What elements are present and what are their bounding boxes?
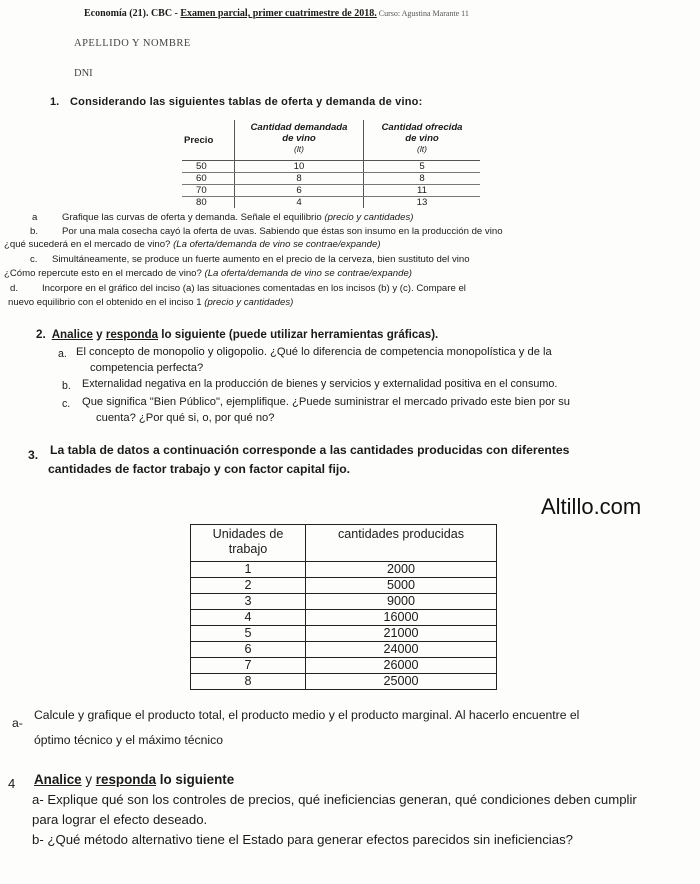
price-header: Precio xyxy=(182,120,235,161)
name-label: APELLIDO Y NOMBRE xyxy=(74,38,191,49)
q2-title-y: y xyxy=(92,328,106,341)
q1-item-b-text: Por una mala cosecha cayó la oferta de uvas. Sabiendo que éstas son insumo en la producción de vino xyxy=(62,226,503,237)
q1-item-b-italic: (La oferta/demanda de vino se contrae/expande) xyxy=(173,239,381,250)
q4-item-b-text: b- ¿Qué método alternativo tiene el Estado para generar efectos parecidos sin ineficiencias? xyxy=(32,832,573,847)
q2-title-rest: lo siguiente (puede utilizar herramientas gráficas). xyxy=(158,328,439,341)
quantity-header: cantidades producidas xyxy=(306,525,497,562)
labor-units-cell: 2 xyxy=(191,578,306,594)
table-header-row xyxy=(182,120,480,161)
quantity-cell: 25000 xyxy=(306,674,497,690)
price-cell: 60 xyxy=(182,173,235,185)
q3-item-a-text: Calcule y grafique el producto total, el producto medio y el producto marginal. Al hacerlo encuentre el xyxy=(34,708,580,722)
table-row xyxy=(182,197,480,209)
table-row xyxy=(191,578,497,594)
table-row xyxy=(182,185,480,197)
supply-header-l2: de vino xyxy=(405,133,439,144)
q3-item-a-letter: a- xyxy=(12,716,23,730)
q2-number: 2. xyxy=(36,328,46,341)
q1-item-d-cont-text: nuevo equilibrio con el obtenido en el inciso 1 xyxy=(8,297,205,308)
q1-item-b-cont xyxy=(4,239,381,250)
course-label: Curso: Agustina Marante 11 xyxy=(376,9,469,18)
q2-item-c-text: Que significa "Bien Público", ejemplifique. ¿Puede suministrar el mercado privado este bien por su xyxy=(82,396,571,408)
table-row xyxy=(191,594,497,610)
price-cell: 70 xyxy=(182,185,235,197)
exam-header xyxy=(84,8,469,19)
supply-header-l1: Cantidad ofrecida xyxy=(381,122,463,133)
q2-item-a-text: El concepto de monopolio y oligopolio. ¿Qué lo diferencia de competencia monopolística y de la xyxy=(76,346,552,358)
q4-title-responda: responda xyxy=(95,772,157,787)
table-row xyxy=(191,642,497,658)
q1-item-a-text: Grafique las curvas de oferta y demanda. Señale el equilibrio xyxy=(62,212,325,223)
supply-cell: 8 xyxy=(364,173,481,185)
labor-units-cell: 1 xyxy=(191,562,306,578)
demand-cell: 8 xyxy=(235,173,364,185)
q1-item-c-cont xyxy=(4,268,412,279)
table-row xyxy=(191,562,497,578)
q1-item-a-italic: (precio y cantidades) xyxy=(324,212,414,223)
q2-title-responda: responda xyxy=(105,328,159,341)
labor-units-cell: 5 xyxy=(191,626,306,642)
q1-item-d-italic: (precio y cantidades) xyxy=(204,297,294,308)
production-header-row xyxy=(191,525,497,562)
q1-item-c-cont-text: ¿Cómo repercute esto en el mercado de vino? xyxy=(4,268,205,279)
supply-demand-table xyxy=(182,120,480,208)
q4-item-a-text: a- Explique qué son los controles de precios, qué ineficiencias generan, qué condiciones deben cumplir xyxy=(32,792,637,807)
q1-item-a xyxy=(62,212,413,223)
labor-units-cell: 4 xyxy=(191,610,306,626)
table-row xyxy=(182,173,480,185)
q3-title-l1: La tabla de datos a continuación corresponde a las cantidades producidas con diferentes xyxy=(50,443,570,457)
production-table xyxy=(190,524,497,690)
dni-label: DNI xyxy=(74,68,93,79)
quantity-cell: 9000 xyxy=(306,594,497,610)
labor-units-cell: 6 xyxy=(191,642,306,658)
q2-item-b-letter: b. xyxy=(62,380,71,392)
supply-cell: 13 xyxy=(364,197,481,209)
labor-units-cell: 7 xyxy=(191,658,306,674)
q2-item-c-letter: c. xyxy=(62,398,71,410)
q1-item-c-letter: c. xyxy=(30,254,38,265)
labor-units-cell: 8 xyxy=(191,674,306,690)
q1-item-c-text: Simultáneamente, se produce un fuerte aumento en el precio de la cerveza, bien sustituto del vino xyxy=(52,254,470,265)
quantity-cell: 26000 xyxy=(306,658,497,674)
q1-item-b-cont-text: ¿qué sucederá en el mercado de vino? xyxy=(4,239,174,250)
labor-units-cell: 3 xyxy=(191,594,306,610)
q1-item-d-text: Incorpore en el gráfico del inciso (a) las situaciones comentadas en los incisos (b) y (c). Compare el xyxy=(42,283,466,294)
quantity-cell: 21000 xyxy=(306,626,497,642)
quantity-cell: 24000 xyxy=(306,642,497,658)
price-cell: 80 xyxy=(196,197,207,208)
quantity-cell: 5000 xyxy=(306,578,497,594)
q1-item-d-letter: d. xyxy=(10,283,19,294)
q4-title-analice: Analice xyxy=(34,772,82,787)
table-row xyxy=(191,610,497,626)
q4-title-y: y xyxy=(81,772,96,787)
demand-header-l1: Cantidad demandada xyxy=(250,122,348,133)
demand-unit: (lt) xyxy=(294,144,304,154)
supply-cell: 5 xyxy=(364,161,481,173)
exam-title: Examen parcial, primer cuatrimestre de 2018. xyxy=(180,8,377,19)
q2-item-b-text: Externalidad negativa en la producción de bienes y servicios y externalidad positiva en el consumo. xyxy=(82,378,558,390)
table-row xyxy=(191,626,497,642)
q1-title: Considerando las siguientes tablas de oferta y demanda de vino: xyxy=(70,96,423,108)
q3-title-l2: cantidades de factor trabajo y con factor capital fijo. xyxy=(48,462,351,476)
quantity-cell: 16000 xyxy=(306,610,497,626)
subject-label: Economía (21). CBC - xyxy=(84,8,181,19)
q2-item-a-cont: competencia perfecta? xyxy=(90,362,204,374)
q3-number: 3. xyxy=(28,448,39,462)
q3-item-a-cont: óptimo técnico y el máximo técnico xyxy=(34,733,223,747)
q2-title-analice: Analice xyxy=(51,328,93,341)
q1-item-c-italic: (La oferta/demanda de vino se contrae/expande) xyxy=(204,268,412,279)
q4-number: 4 xyxy=(8,776,16,791)
demand-header xyxy=(235,120,364,161)
q4-title xyxy=(34,772,234,787)
demand-cell: 10 xyxy=(235,161,364,173)
demand-cell: 6 xyxy=(235,185,364,197)
supply-cell: 11 xyxy=(364,185,481,197)
q2-title xyxy=(36,328,438,341)
q1-number: 1. xyxy=(50,96,60,108)
q4-title-rest: lo siguiente xyxy=(156,772,235,787)
q2-item-c-cont: cuenta? ¿Por qué si, o, por qué no? xyxy=(96,412,275,424)
quantity-cell: 2000 xyxy=(306,562,497,578)
watermark-altillo: Altillo.com xyxy=(541,494,642,519)
q4-item-a-cont: para lograr el efecto deseado. xyxy=(32,812,208,827)
table-row xyxy=(191,658,497,674)
q1-item-d-cont xyxy=(8,297,293,308)
labor-units-header-l2: trabajo xyxy=(228,542,268,556)
q1-item-a-letter: a xyxy=(32,212,38,223)
demand-header-l2: de vino xyxy=(282,133,316,144)
table-row xyxy=(182,161,480,173)
supply-header xyxy=(364,120,481,161)
labor-units-header xyxy=(191,525,306,562)
demand-cell: 4 xyxy=(235,197,364,209)
q1-item-b-letter: b. xyxy=(30,226,39,237)
q2-item-a-letter: a. xyxy=(58,348,67,360)
table-row xyxy=(191,674,497,690)
supply-unit: (lt) xyxy=(417,144,427,154)
price-cell: 50 xyxy=(182,161,235,173)
labor-units-header-l1: Unidades de xyxy=(212,527,284,541)
